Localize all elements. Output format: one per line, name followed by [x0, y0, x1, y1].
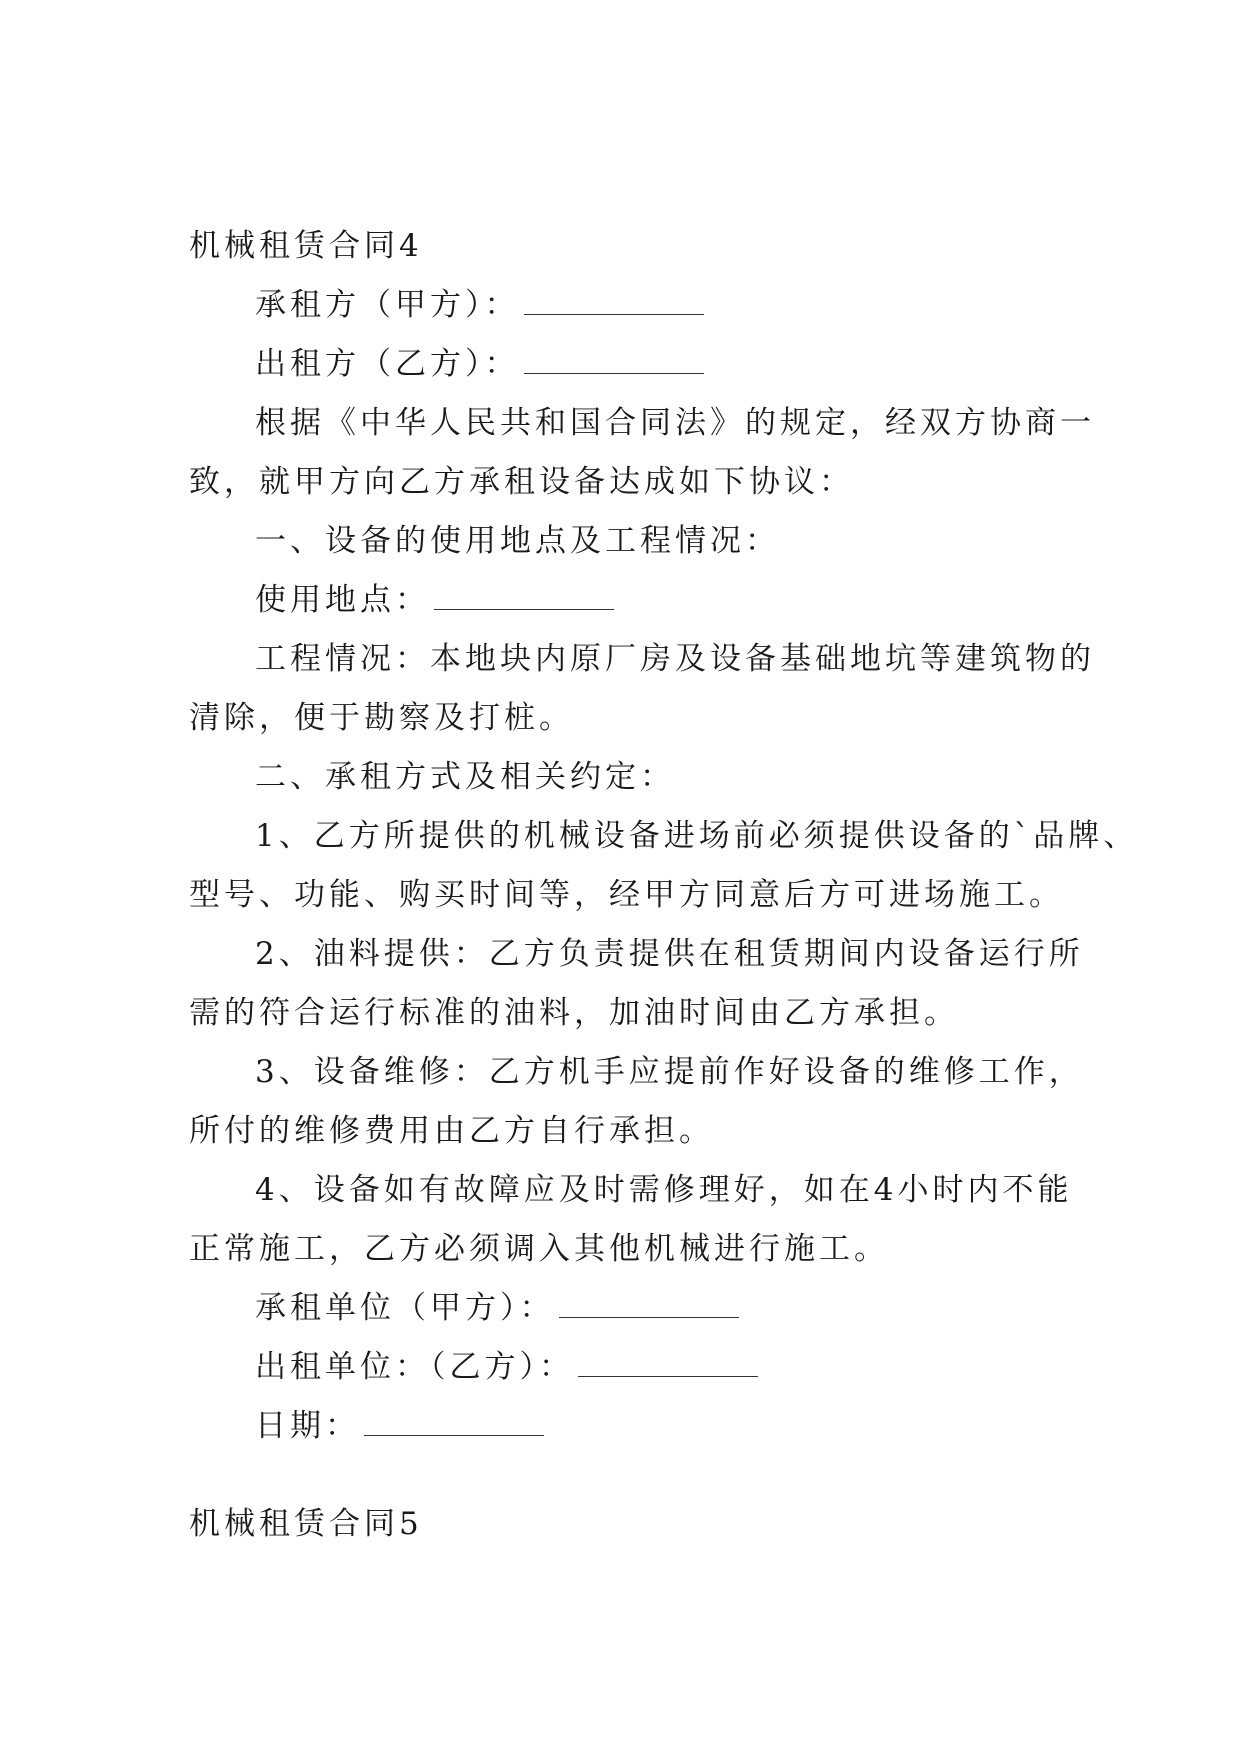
sign-lessor-blank [578, 1374, 758, 1377]
heading-1: 一、设备的使用地点及工程情况： [255, 523, 780, 559]
item-1-line-1: 1、乙方所提供的机械设备进场前必须提供设备的`品牌、 [255, 818, 1139, 854]
lessee-line [255, 285, 704, 325]
sign-lessee-blank [559, 1315, 739, 1318]
item-4-line-2: 正常施工，乙方必须调入其他机械进行施工。 [189, 1231, 889, 1267]
sign-lessor-line [255, 1347, 758, 1387]
project-line-1: 工程情况：本地块内原厂房及设备基础地坑等建筑物的 [255, 641, 1095, 677]
date-line [255, 1406, 544, 1446]
contract-title-5: 机械租赁合同5 [189, 1506, 423, 1542]
item-3-line-2: 所付的维修费用由乙方自行承担。 [189, 1113, 714, 1149]
location-blank [434, 607, 614, 610]
item-4-line-1: 4、设备如有故障应及时需修理好，如在4小时内不能 [255, 1172, 1073, 1208]
item-2-line-1: 2、油料提供：乙方负责提供在租赁期间内设备运行所 [255, 936, 1084, 972]
lessee-blank [524, 312, 704, 315]
item-1-line-2: 型号、功能、购买时间等，经甲方同意后方可进场施工。 [189, 877, 1064, 913]
lessee-label: 承租方（甲方）： [255, 287, 520, 323]
item-2-line-2: 需的符合运行标准的油料，加油时间由乙方承担。 [189, 995, 959, 1031]
location-line [255, 580, 614, 620]
sign-lessee-label: 承租单位（甲方）： [255, 1290, 555, 1326]
lessor-blank [524, 371, 704, 374]
date-label: 日期： [255, 1408, 360, 1444]
date-blank [364, 1433, 544, 1436]
intro-line-1: 根据《中华人民共和国合同法》的规定，经双方协商一 [255, 405, 1095, 441]
project-line-2: 清除，便于勘察及打桩。 [189, 700, 574, 736]
heading-2: 二、承租方式及相关约定： [255, 759, 675, 795]
intro-line-2: 致，就甲方向乙方承租设备达成如下协议： [189, 464, 854, 500]
location-label: 使用地点： [255, 582, 430, 618]
lessor-label: 出租方（乙方）： [255, 346, 520, 382]
contract-title-4: 机械租赁合同4 [189, 228, 423, 264]
sign-lessor-label: 出租单位：（乙方）： [255, 1349, 574, 1385]
item-3-line-1: 3、设备维修：乙方机手应提前作好设备的维修工作， [255, 1054, 1084, 1090]
sign-lessee-line [255, 1288, 739, 1328]
lessor-line [255, 344, 704, 384]
